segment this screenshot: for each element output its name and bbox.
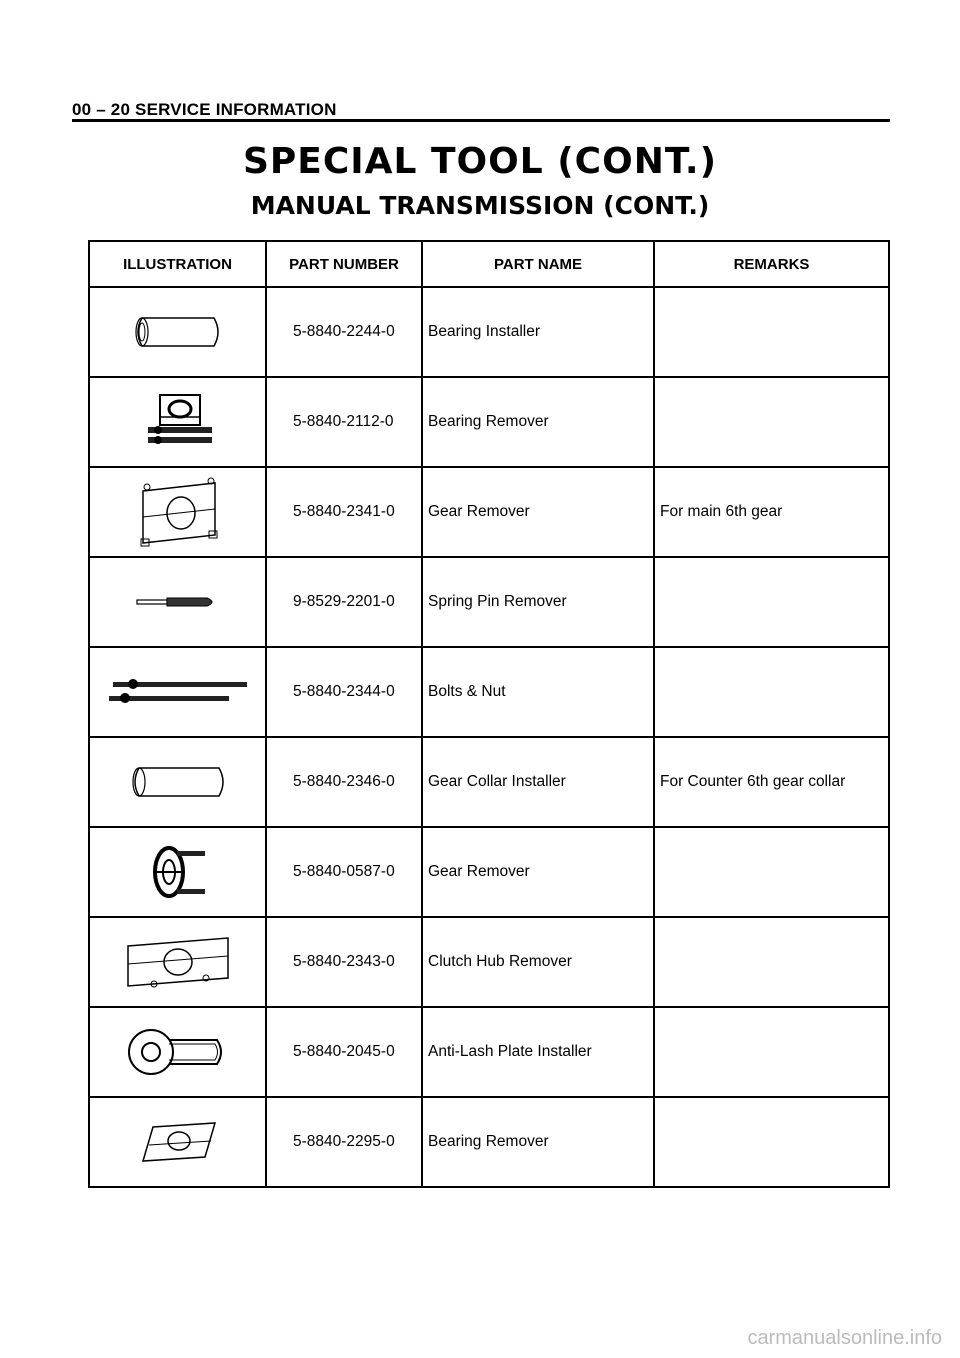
part-name: Gear Collar Installer [422, 737, 654, 827]
remarks [654, 647, 889, 737]
col-header-part-name: PART NAME [422, 241, 654, 287]
page-title: SPECIAL TOOL (CONT.) [242, 141, 718, 182]
part-number: 5-8840-2244-0 [266, 287, 422, 377]
part-number: 5-8840-2295-0 [266, 1097, 422, 1187]
remarks [654, 1007, 889, 1097]
illustration-cell [89, 827, 266, 917]
table-row [89, 467, 889, 557]
illustration-cell [89, 287, 266, 377]
remarks [654, 557, 889, 647]
part-number: 5-8840-2045-0 [266, 1007, 422, 1097]
page-header: 00 – 20 SERVICE INFORMATION [72, 100, 337, 119]
cylinder-sleeve-icon [128, 312, 228, 352]
illustration-cell [89, 647, 266, 737]
table-header-row [89, 241, 889, 287]
anti-lash-plate-installer-icon [123, 1022, 233, 1082]
page-subtitle: MANUAL TRANSMISSION (CONT.) [250, 191, 710, 220]
table-row [89, 377, 889, 467]
remarks [654, 917, 889, 1007]
col-header-illustration: ILLUSTRATION [89, 241, 266, 287]
part-number: 5-8840-0587-0 [266, 827, 422, 917]
header-rule [72, 119, 890, 122]
part-name: Bearing Installer [422, 287, 654, 377]
part-name: Bearing Remover [422, 1097, 654, 1187]
bearing-remover-icon [128, 387, 228, 457]
table-row [89, 287, 889, 377]
part-name: Gear Remover [422, 467, 654, 557]
part-name: Anti-Lash Plate Installer [422, 1007, 654, 1097]
illustration-cell [89, 377, 266, 467]
illustration-cell [89, 1007, 266, 1097]
remarks [654, 1097, 889, 1187]
part-name: Gear Remover [422, 827, 654, 917]
part-number: 5-8840-2112-0 [266, 377, 422, 467]
remarks: For main 6th gear [654, 467, 889, 557]
table-row [89, 1097, 889, 1187]
special-tool-table [88, 240, 890, 1188]
part-number: 5-8840-2346-0 [266, 737, 422, 827]
table-row [89, 827, 889, 917]
gear-collar-installer-icon [123, 762, 233, 802]
illustration-cell [89, 737, 266, 827]
table-row [89, 737, 889, 827]
clutch-hub-remover-icon [118, 932, 238, 992]
illustration-cell [89, 917, 266, 1007]
watermark-footer: carmanualsonline.info [747, 1327, 942, 1349]
part-number: 5-8840-2344-0 [266, 647, 422, 737]
part-name: Bearing Remover [422, 377, 654, 467]
part-name: Bolts & Nut [422, 647, 654, 737]
part-name: Spring Pin Remover [422, 557, 654, 647]
illustration-cell [89, 467, 266, 557]
bearing-remover-plate-icon [133, 1117, 223, 1167]
split-ring-puller-icon [143, 837, 213, 907]
col-header-remarks: REMARKS [654, 241, 889, 287]
remarks [654, 827, 889, 917]
table-row [89, 557, 889, 647]
remarks [654, 377, 889, 467]
table-row [89, 1007, 889, 1097]
part-name: Clutch Hub Remover [422, 917, 654, 1007]
pin-punch-icon [133, 592, 223, 612]
remarks [654, 287, 889, 377]
part-number: 5-8840-2341-0 [266, 467, 422, 557]
part-number: 5-8840-2343-0 [266, 917, 422, 1007]
bolts-nut-icon [103, 672, 253, 712]
col-header-part-number: PART NUMBER [266, 241, 422, 287]
remarks: For Counter 6th gear collar [654, 737, 889, 827]
table-row [89, 917, 889, 1007]
part-number: 9-8529-2201-0 [266, 557, 422, 647]
gear-remover-plate-icon [123, 473, 233, 551]
table-row [89, 647, 889, 737]
illustration-cell [89, 1097, 266, 1187]
illustration-cell [89, 557, 266, 647]
